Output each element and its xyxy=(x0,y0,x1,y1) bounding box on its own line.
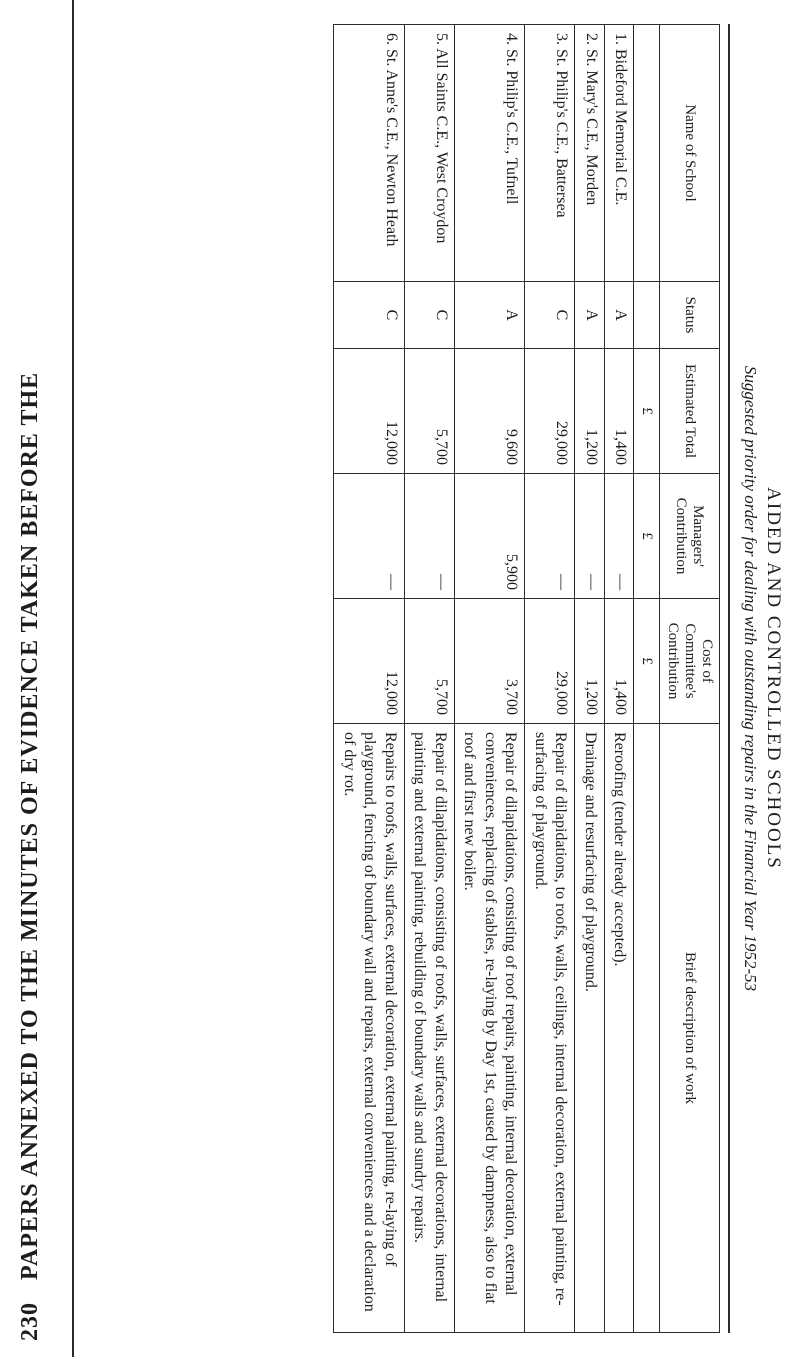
estimated-total: 12,000 xyxy=(334,349,404,474)
table-top-rule xyxy=(728,24,730,1333)
committee-contribution: 12,000 xyxy=(334,599,404,724)
work-description: Repairs to roofs, walls, surfaces, external decoration, external painting, re-laying of playground, fencing of boundary wall and repairs, external conveniences and a declaration of dry rot. xyxy=(334,724,404,1333)
managers-contribution: — xyxy=(404,474,454,599)
school-status: A xyxy=(454,282,524,349)
managers-contribution: — xyxy=(334,474,404,599)
table-caption: Suggested priority order for dealing with outstanding repairs in the Financial Year 1952-53 xyxy=(741,365,760,992)
estimated-total: 29,000 xyxy=(525,349,575,474)
table-row xyxy=(334,25,404,1333)
header-title: PAPERS ANNEXED TO THE MINUTES OF EVIDENCE TAKEN BEFORE THE xyxy=(16,371,43,1280)
estimated-total: 1,400 xyxy=(604,349,633,474)
managers-contribution: — xyxy=(525,474,575,599)
committee-contribution: 3,700 xyxy=(454,599,524,724)
school-status: C xyxy=(334,282,404,349)
school-name: 1. Bideford Memorial C.E. xyxy=(604,25,633,282)
units-managers: £ xyxy=(634,474,660,599)
work-description: Reroofing (tender already accepted). xyxy=(604,724,633,1333)
estimated-total: 9,600 xyxy=(454,349,524,474)
school-name: 4. St. Philip's C.E., Tufnell xyxy=(454,25,524,282)
col-total: Estimated Total xyxy=(660,349,720,474)
header-divider xyxy=(72,0,74,1357)
school-status: C xyxy=(404,282,454,349)
managers-contribution: 5,900 xyxy=(454,474,524,599)
work-description: Drainage and resurfacing of playground. xyxy=(575,724,604,1333)
table-header-row xyxy=(660,25,720,1333)
school-status: A xyxy=(604,282,633,349)
work-description: Repair of dilapidations, to roofs, walls, ceilings, internal decoration, external painting, re-surfacing of playground. xyxy=(525,724,575,1333)
units-status xyxy=(634,282,660,349)
committee-contribution: 1,400 xyxy=(604,599,633,724)
col-name: Name of School xyxy=(660,25,720,282)
units-description xyxy=(634,724,660,1333)
school-name: 2. St. Mary's C.E., Morden xyxy=(575,25,604,282)
committee-contribution: 5,700 xyxy=(404,599,454,724)
committee-contribution: 29,000 xyxy=(525,599,575,724)
estimated-total: 1,200 xyxy=(575,349,604,474)
landscape-page xyxy=(84,0,800,1357)
col-description: Brief description of work xyxy=(660,724,720,1333)
col-status: Status xyxy=(660,282,720,349)
rotated-content xyxy=(84,0,800,1357)
school-name: 5. All Saints C.E., West Croydon xyxy=(404,25,454,282)
units-total: £ xyxy=(634,349,660,474)
units-committee: £ xyxy=(634,599,660,724)
table-row xyxy=(404,25,454,1333)
page-header xyxy=(0,0,60,1357)
school-name: 6. St. Anne's C.E., Newton Heath xyxy=(334,25,404,282)
estimated-total: 5,700 xyxy=(404,349,454,474)
repairs-table xyxy=(333,24,720,1333)
table-row xyxy=(575,25,604,1333)
managers-contribution: — xyxy=(604,474,633,599)
managers-contribution: — xyxy=(575,474,604,599)
units-row xyxy=(634,25,660,1333)
work-description: Repair of dilapidations, consisting of roofs, walls, surfaces, external decorations, internal painting and external painting, rebuilding of boundary walls and sundry repairs. xyxy=(404,724,454,1333)
units-name xyxy=(634,25,660,282)
school-name: 3. St. Philip's C.E., Battersea xyxy=(525,25,575,282)
committee-contribution: 1,200 xyxy=(575,599,604,724)
table-row xyxy=(604,25,633,1333)
col-managers: Managers' Contribution xyxy=(660,474,720,599)
col-committee: Cost of Committee's Contribution xyxy=(660,599,720,724)
school-status: A xyxy=(575,282,604,349)
work-description: Repair of dilapidations, consisting of roof repairs, painting, internal decoration, external conveniences, replacing of stables, re-laying by Day 1st, caused by dampness, also to flat roof and first new boiler. xyxy=(454,724,524,1333)
table-row xyxy=(525,25,575,1333)
page-number: 230 xyxy=(16,1302,43,1341)
table-row xyxy=(454,25,524,1333)
running-head: AIDED AND CONTROLLED SCHOOLS xyxy=(763,487,784,870)
school-status: C xyxy=(525,282,575,349)
